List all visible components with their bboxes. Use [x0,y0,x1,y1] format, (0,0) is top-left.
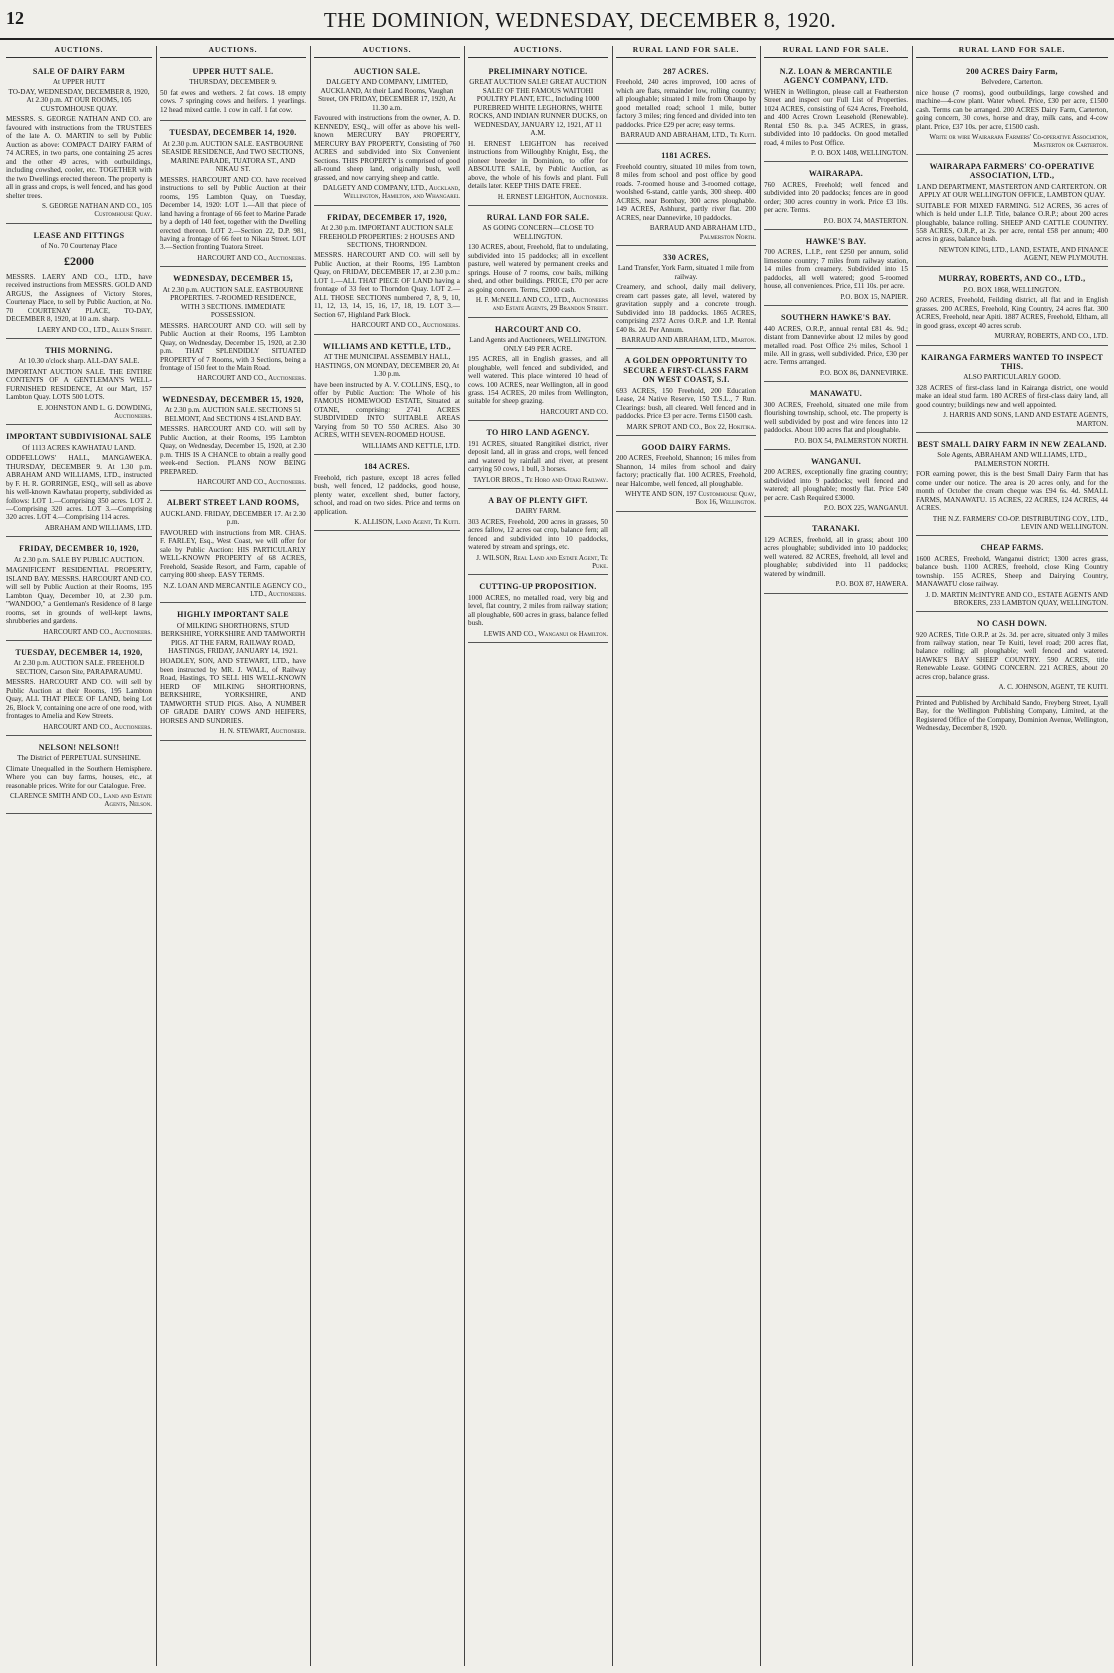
column-rule [156,46,157,1666]
ad-body: 191 ACRES, situated Rangitikei district, river deposit land, all in grass and crops, well fenced and watered by rainfall and river, at present carrying 50 cows, 1 bull, 3 horses. [468,439,608,474]
ad-title: RURAL LAND FOR SALE. [486,212,590,222]
column-5 [616,46,756,1666]
column-2 [160,46,306,1666]
ad-signature: Write or wire Wairarapa Farmers' Co-operative Association, Masterton or Carterton. [929,133,1108,150]
ad-subtitle: Sole Agents, ABRAHAM AND WILLIAMS, LTD., PALMERSTON NORTH. [937,451,1087,468]
ad-title: THIS MORNING. [45,345,113,355]
ad-body: FOR earning power, this is the best Small Dairy Farm that has come under our notice. The area is 20 acres only, and for the month of October the cream cheque was £94 6s. 4d. SMALL FARMS, MANAWATU. 15 ACRES, 22 ACRES, 124 ACRES, 44 ACRES. [916,470,1108,513]
advertisement [764,384,908,450]
ad-body: Favoured with instructions from the owner, A. D. KENNEDY, ESQ., will offer as above his well-known MERCURY BAY PROPERTY, MERCURY BAY PROPERTY, Consisting of 760 ACRES and subdivided into Six Convenient Sections. THIS PROPERTY is comprised of good all-round sheep land, originally bush, well grassed, and now carrying sheep and cattle. [314,114,460,182]
masthead [0,0,1114,40]
ad-body: ODDFELLOWS' HALL, MANGAWEKA. THURSDAY, DECEMBER 9. At 1.30 p.m. ABRAHAM AND WILLIAMS, LTD., instructed by F. H. R. GORRINGE, ESQ., will sell as above his well-known Kawhatau property, subdivided as follows: LOT 1.—Comprising 350 acres. LOT 2.—Comprising 320 acres. LOT 3.—Comprising 320 acres. LOT 4.—Comprising 114 acres. [6,454,152,522]
ad-subtitle: DAIRY FARM. [515,507,561,516]
ad-title: WEDNESDAY, DECEMBER 15, [173,274,293,284]
ad-title: FRIDAY, DECEMBER 17, 1920, [327,212,447,222]
advertisement [160,605,306,741]
column-rule [912,46,913,1666]
ad-title: IMPORTANT SUBDIVISIONAL SALE [6,432,152,442]
ad-title: AUCTION SALE. [353,66,421,76]
ad-body: IMPORTANT AUCTION SALE. THE ENTIRE CONTENTS OF A GENTLEMAN'S WELL-FURNISHED RESIDENCE, At our Mart, 157 Lambton Quay. LOTS 500 LOTS. [6,367,152,402]
advertisement [314,62,460,206]
advertisement [916,348,1108,433]
ad-title: N.Z. LOAN & MERCANTILE AGENCY COMPANY, LTD. [779,66,893,86]
ad-title: WAIRARAPA FARMERS' CO-OPERATIVE ASSOCIATION, LTD., [929,161,1095,181]
ad-subtitle: ALSO PARTICULARLY GOOD. [963,373,1061,382]
advertisement [160,269,306,388]
ad-body: SUITABLE FOR MIXED FARMING. 512 ACRES, 36 acres of which is held under L.I.P. Title, balance O.R.P.; about 200 acres ploughable, balance rolling. SHEEP AND CATTLE COUNTRY. 558 ACRES, O.R.P., at 2s. per acre, rental £58 per annum; 400 acres in grass, balance bush. [916,201,1108,244]
ad-body: MAGNIFICENT RESIDENTIAL PROPERTY, ISLAND BAY. MESSRS. HARCOURT AND CO. will sell by Public Auction at their Rooms, 195 Lambton Quay, December 10, at 2.30 p.m. "WANDOO," a Gentleman's Residence of 8 large rooms, set in grounds of well-kept lawns, shrubberies and gardens. [6,566,152,626]
ad-title: CHEAP FARMS. [980,543,1044,553]
advertisement [314,337,460,456]
advertisement [314,457,460,531]
advertisement [6,539,152,641]
ad-body: 920 ACRES, Title O.R.P. at 2s. 3d. per acre, situated only 3 miles from railway station, near Te Kuiti, level road; 200 acres flat, balance rolling; all ploughable; well fenced and watered. HAWKE'S BAY SHEEP COUNTRY. 590 ACRES, title Renewable Lease. GOING CONCERN. 221 ACRES, about 20 acres crop, balance grass. [916,630,1108,681]
ad-title: PRELIMINARY NOTICE. [488,66,588,76]
ad-body: nice house (7 rooms), good outbuildings, large cowshed and machine—4-cow plant. Water wheel. Price, £30 per acre, £1500 cash. Terms can be arranged. 200 ACRES Dairy Farm, Carterton, going concern, 30 cows, horse and dray, milk cans, and 4-cow plant. Price, £37 10s. per acre, £1500 cash. [916,88,1108,131]
ad-body: MESSRS. HARCOURT AND CO. will sell by Public Auction, at their Rooms, 195 Lambton Quay, on FRIDAY, DECEMBER 17, at 2.30 p.m.: LOT 1.—ALL THAT PIECE OF LAND having a frontage of 33 feet to Thorndon Quay. LOT 2.—ALL THOSE SECTIONS numbered 7, 8, 9, 10, 11, 12, 13, 14, 15, 16, 17, 18, 19. LOT 3.—Section 67, Highland Park Block. [314,251,460,319]
column-heading: RURAL LAND FOR SALE. [764,46,908,58]
ad-title: TO HIRO LAND AGENCY. [486,428,590,438]
advertisement [468,577,608,643]
ad-body: H. ERNEST LEIGHTON has received instructions from Willoughby Knight, Esq., the pioneer breeder in Dominion, to offer for ABSOLUTE SALE, by Public Auction, as above, the whole of his fowls and plant. Full details later. KEEP THIS DATE FREE. [468,139,608,191]
ad-title: MANAWATU. [809,389,863,399]
ad-title: LEASE AND FITTINGS [33,230,125,240]
advertisement [916,614,1108,697]
ad-subtitle: Land Transfer, York Farm, situated 1 mile from railway. [617,264,755,281]
ad-body: 1600 ACRES, Freehold, Wanganui district; 1300 acres grass, balance bush. 1100 ACRES, freehold, close King Country township. 155 ACRES, Sheep and Dairying Country, MANAWATU close railway. [916,554,1108,589]
ad-title: BEST SMALL DAIRY FARM IN NEW ZEALAND. [917,439,1107,449]
ad-title: MURRAY, ROBERTS, AND CO., LTD., [938,274,1086,284]
advertisement [6,62,152,224]
advertisement [6,427,152,537]
ad-signature: BARRAUD AND ABRAHAM, LTD., Te Kuiti. [620,131,756,140]
advertisement [616,146,756,245]
ad-body: MESSRS. HARCOURT AND CO. will sell by Public Auction at their Rooms, 195 Lambton Quay, on Wednesday, December 15, 1920, at 2.30 p.m. THAT SPLENDIDLY SITUATED PROPERTY of 7 Rooms, with 3 Sections, being a frontage of 150 feet to the Main Road. [160,321,306,372]
ad-subtitle: THURSDAY, DECEMBER 9. [189,78,277,87]
advertisement [616,351,756,436]
advertisement [764,452,908,518]
ad-title: A BAY OF PLENTY GIFT. [488,495,588,505]
advertisement [764,519,908,593]
column-3 [314,46,460,1666]
ad-subtitle: At 2.30 p.m. AUCTION SALE. EASTBOURNE SEASIDE RESIDENCE, And TWO SECTIONS, MARINE PARADE, TUATORA ST., AND NIKAU ST. [161,139,305,174]
ad-body: 328 ACRES of first-class land in Kairanga district, one would make an ideal stud farm. 180 ACRES of first-class dairy land, all good country; buildings new and well appointed. [916,383,1108,409]
ad-title: WAIRARAPA. [808,169,864,179]
ad-body: 200 ACRES, Freehold, Shannon; 16 miles from Shannon, 14 miles from school and dairy factory; practically flat. 100 ACRES, Freehold, near Halcombe, well fenced, all ploughable. [616,454,756,488]
ad-title: WEDNESDAY, DECEMBER 15, 1920, [162,394,304,404]
ad-signature: H. N. STEWART, Auctioneer. [219,727,306,736]
advertisement [160,62,306,121]
ad-subtitle: TO-DAY, WEDNESDAY, DECEMBER 8, 1920, At 2.30 p.m. AT OUR ROOMS, 105 CUSTOMHOUSE QUAY. [8,87,150,113]
ad-subtitle: P.O. BOX 1868, WELLINGTON. [963,285,1061,294]
ad-signature: HARCOURT AND CO., Auctioneers. [197,478,306,487]
advertisement [616,248,756,350]
ad-signature: N.Z. LOAN AND MERCANTILE AGENCY CO., LTD., Auctioneers. [163,581,306,598]
advertisement [916,435,1108,536]
column-7 [916,46,1108,1666]
ad-title: TARANAKI. [812,524,860,534]
column-heading: AUCTIONS. [160,46,306,58]
ad-signature: P.O. BOX 15, NAPIER. [840,292,908,301]
advertisement [160,493,306,603]
advertisement [764,164,908,230]
ad-signature: BARRAUD AND ABRAHAM LTD., Palmerston North. [649,224,756,241]
advertisement [468,62,608,206]
ad-signature: DALGETY AND COMPANY, LTD., Auckland, Wellington, Hamilton, and Whangarei. [322,184,460,201]
ad-signature: HARCOURT AND CO., Auctioneers. [43,722,152,731]
ad-subtitle: AS GOING CONCERN—CLOSE TO WELLINGTON. [482,224,594,241]
ad-signature: LEWIS AND CO., Wanganui or Hamilton. [483,629,608,638]
ad-subtitle: Of MILKING SHORTHORNS, STUD BERKSHIRE, YORKSHIRE AND TAMWORTH PIGS. AT THE FARM, RAILWAY ROAD, HASTINGS, FRIDAY, JANUARY 14, 1921. [160,621,306,655]
ad-body: Freehold, 240 acres improved, 100 acres of which are flats, remainder low, rolling country; all ploughable; situated 1 mile from Ohaupo by good metalled road; school 1 mile, butter factory 3 miles; ring fenced and divided into ten paddocks. Price £29 per acre; easy terms. [616,78,756,129]
ad-signature: HARCOURT AND CO., Auctioneers. [197,374,306,383]
advertisement [468,320,608,422]
ad-title: SOUTHERN HAWKE'S BAY. [781,313,891,323]
ad-highlight-figure: £2000 [64,254,94,269]
ad-signature: BARRAUD AND ABRAHAM, LTD., Marton. [621,336,756,345]
advertisement [6,643,152,736]
ad-body: MESSRS. S. GEORGE NATHAN AND CO. are favoured with instructions from the TRUSTEES of the late A. O. MARTIN to sell by Public Auction as above: COMPACT DAIRY FARM of 74 ACRES, in two parts, one containing 25 acres and the other 49 acres, with outbuildings, including cowshed, cooler, etc. TOGETHER with the two Dwellings erected thereon. The property is all in grass and crops, is well fenced, and has good shelter trees. [6,115,152,200]
advertisement [468,208,608,318]
advertisement [6,738,152,814]
ad-title: WILLIAMS AND KETTLE, LTD., [323,341,451,351]
ad-signature: J. HARRIS AND SONS, LAND AND ESTATE AGENTS, MARTON. [943,411,1108,428]
column-rule [464,46,465,1666]
advertisement [764,62,908,163]
ad-body: Freehold country, situated 10 miles from town, 8 miles from school and post office by good roads. 7-roomed house and 3-roomed cottage, woolshed 6-stand, cattle yards, 300 sheep. 400 ACRES, near Bombay, 300 acres ploughable. 149 ACRES, Ashhurst, partly river flat. 200 ACRES, near Dannevirke, 10 paddocks. [616,162,756,222]
ad-subtitle: The District of PERPETUAL SUNSHINE. [17,754,141,763]
ad-signature: H. ERNEST LEIGHTON, Auctioneer. [497,192,608,201]
column-rule [760,46,761,1666]
column-1 [6,46,152,1666]
ad-body: MESSRS. HARCOURT AND CO. will sell by Public Auction, at their Rooms, 195 Lambton Quay, on Wednesday, December 15, 1920, at 2.30 p.m. THIS IS A CHANCE to obtain a really good week-end Section. PLANS NOW BEING PREPARED. [160,425,306,476]
ad-signature: P.O. BOX 87, HAWERA. [835,580,908,589]
column-rule [612,46,613,1666]
advertisement [468,491,608,575]
ad-signature: P. O. BOX 1408, WELLINGTON. [811,149,908,158]
ad-title: 330 ACRES, [663,252,709,262]
advertisement [160,123,306,267]
ad-signature: P.O. BOX 74, MASTERTON. [823,216,908,225]
ad-subtitle: AUCKLAND. FRIDAY, DECEMBER 17. At 2.30 p.m. [160,509,306,527]
ad-signature: HARCOURT AND CO. [540,407,608,416]
ad-body: MESSRS. HARCOURT AND CO. have received instructions to sell by Public Auction at their rooms, 195 Lambton Quay, on Tuesday, December 14, 1920: LOT 1.—All that piece of land having a frontage of 66 feet to Marine Parade by a depth of 140 feet, together with the Dwelling erected thereon. LOT 2.—Section 22, D.P. 981, having a frontage of 66 feet to Nikau Street. LOT 3.—Section fronting Tuatora Street. [160,175,306,252]
ad-body: FAVOURED with instructions from MR. CHAS. F. FARLEY, Esq., West Coast, we will offer for sale by Public Auction: HIS PARTICULARLY WELL-KNOWN PROPERTY of 68 ACRES, Freehold, Seaside Resort, and Farm, capable of carrying 800 sheep. EASY TERMS. [160,528,306,580]
ad-body: 130 ACRES, about, Freehold, flat to undulating, subdivided into 15 paddocks; all in excellent pasture, well watered by permanent creeks and springs. House of 7 rooms, cow bails, milking shed, and other buildings. PRICE, £70 per acre as going concern. Terms, £2000 cash. [468,243,608,294]
ad-title: TUESDAY, DECEMBER 14, 1920. [169,128,297,138]
ad-signature: S. GEORGE NATHAN AND CO., 105 Customhouse Quay. [41,202,152,219]
ad-body: Creamery, and school, daily mail delivery, cream cart passes gate, all level, watered by gravitation supply and a concrete trough. Subdivided into 18 paddocks. 1865 ACRES, comprising 2372 Acres O.R.P. and 1.P. Rental £40 8s. 2d. Per Annum. [616,283,756,334]
advertisement [468,423,608,489]
ad-subtitle: At 2.30 p.m. AUCTION SALE. SECTIONS 51 BELMONT, And SECTIONS 4 ISLAND BAY. [164,406,302,423]
ad-title: HAWKE'S BAY. [805,236,867,246]
ad-body: MESSRS. LAERY AND CO., LTD., have received instructions from MESSRS. GOLD AND ARGUS, the Assignees of Victory Stores, Courtenay Place, to sell by Public Auction, at No. 70 COURTENAY PLACE, TO-DAY, DECEMBER 8, 1920, at 10 a.m. sharp. [6,272,152,324]
masthead-rule [0,38,1114,40]
ad-body: 440 ACRES, O.R.P., annual rental £81 4s. 9d.; distant from Dannevirke about 12 miles by good metalled road. Post Office 2½ miles, School 1 mile. All in grass, well subdivided. Price, £30 per acre. Terms arranged. [764,324,908,367]
ad-signature: P.O. BOX 86, DANNEVIRKE. [819,368,908,377]
ad-body: Freehold, rich pasture, except 18 acres felled bush, well fenced, 12 paddocks, good house, plenty water, excellent shed, butter factory, school, and road on two sides. Price and terms on application. [314,473,460,516]
advertisement [916,62,1108,155]
column-heading: RURAL LAND FOR SALE. [616,46,756,58]
ad-body: 700 ACRES, L.I.P., rent £250 per annum, solid limestone country; 7 miles from railway station, 14 miles from creamery. Subdivided into 15 paddocks, all well watered; good 5-roomed house, all conveniences. Price, £11 10s. per acre. [764,248,908,291]
advertisement [916,269,1108,345]
ad-title: A GOLDEN OPPORTUNITY TO SECURE A FIRST-CLASS FARM ON WEST COAST, S.I. [623,356,749,385]
ad-signature: THE N.Z. FARMERS' CO-OP. DISTRIBUTING COY., LTD., LEVIN AND WELLINGTON. [932,514,1108,531]
ad-subtitle: At 2.30 p.m. AUCTION SALE. FREEHOLD SECTION, Carson Site, PARAPARAUMU. [13,659,145,676]
ad-signature: WHYTE AND SON, 197 Customhouse Quay, Box 16, Wellington. [625,490,756,507]
ad-body: 300 ACRES, Freehold, situated one mile from flourishing township, school, etc. The property is well subdivided by post and wire fences into 12 paddocks. About 100 acres flat and ploughable. [764,400,908,435]
ad-title: HARCOURT AND CO. [495,324,581,334]
ad-title: HIGHLY IMPORTANT SALE [177,610,289,620]
ad-title: NO CASH DOWN. [977,619,1047,629]
ad-signature: MARK SPROT AND CO., Box 22, Hokitika. [626,422,756,431]
ad-subtitle: At 2.30 p.m. IMPORTANT AUCTION SALE FREEHOLD PROPERTIES: 2 HOUSES AND SECTIONS, THORNDON. [319,224,455,249]
ad-body: 693 ACRES, 150 Freehold, 200 Education Lease, 24 Native Reserve, 150 T.S.L., 7 Run. Clearings: bush, all cleared. Well fenced and in paddocks. Price £3 per acre. Terms £1500 cash. [616,386,756,421]
ad-signature: MURRAY, ROBERTS, AND CO., LTD. [994,332,1108,341]
ad-title: 287 ACRES. [663,66,709,76]
column-4 [468,46,608,1666]
ad-subtitle: At UPPER HUTT [52,78,106,87]
ad-signature: P.O. BOX 54, PALMERSTON NORTH. [794,436,908,445]
ad-subtitle: LAND DEPARTMENT, MASTERTON AND CARTERTON. OR APPLY AT OUR WELLINGTON OFFICE, LAMBTON QUAY. [917,182,1107,200]
column-6 [764,46,908,1666]
column-heading: AUCTIONS. [314,46,460,58]
ad-signature: ABRAHAM AND WILLIAMS, LTD. [44,523,152,532]
column-heading: RURAL LAND FOR SALE. [916,46,1108,58]
page-number: 12 [6,8,24,28]
ad-body: have been instructed by A. V. COLLINS, ESQ., to offer by Public Auction: The Whole of his FAMOUS HOMEWOOD ESTATE, Situated at OTANE, comprising: 2741 ACRES SUBDIVIDED INTO SUITABLE AREAS Varying from 50 TO 550 ACRES. Also 30 ACRES, WITH SEVEN-ROOMED HOUSE. [314,380,460,440]
advertisement [764,308,908,382]
ad-title: TUESDAY, DECEMBER 14, 1920, [15,647,143,657]
ad-signature: WILLIAMS AND KETTLE, LTD. [362,441,460,450]
ad-body: 303 ACRES, Freehold, 200 acres in grasses, 50 acres fallow, 12 acres oat crop, balance fern; all fenced and subdivided into 10 paddocks, watered by stream and springs, etc. [468,517,608,552]
ad-signature: TAYLOR BROS., Te Horo and Otaki Railway. [472,475,608,484]
advertisement [616,62,756,145]
ad-signature: J. WILSON, Real Land and Estate Agent, Te Puke. [476,553,608,570]
ad-signature: HARCOURT AND CO., Auctioneers. [351,321,460,330]
ad-body: WHEN in Wellington, please call at Featherston Street and inspect our Full List of Properties. 1024 ACRES, consisting of 624 Acres, Freehold, and 400 Acres Crown Leasehold (Renewable). Rental £50 8s. p.a. 345 ACRES, in grass, subdivided into 10 paddocks. On good metalled road, 4 miles to Post Office. [764,87,908,147]
ad-subtitle: GREAT AUCTION SALE! GREAT AUCTION SALE! OF THE FAMOUS WAITOHI POULTRY PLANT, ETC., Including 1000 PUREBRED WHITE LEGHORNS, WHITE ROCKS, AND INDIAN RUNNER DUCKS, on WEDNESDAY, JANUARY 12, 1921, AT 11 A.M. [468,78,608,138]
ad-title: 184 ACRES. [364,462,410,472]
column-heading: AUCTIONS. [6,46,152,58]
ad-body: 760 ACRES, Freehold; well fenced and subdivided into 20 paddocks; fences are in good order; 300 acres country in work. Price £3 10s. per acre. Terms. [764,180,908,215]
ad-title: UPPER HUTT SALE. [192,66,274,76]
advertisement [6,341,152,425]
ad-body: 260 ACRES, Freehold, Feilding district, all flat and in English grasses. 200 ACRES, Freehold, King Country, 24 acres flat. 300 ACRES, Freehold, near Apiti. 1887 ACRES, Freehold, Eltham, all in good grass, except 40 acres scrub. [916,296,1108,330]
ad-body: 1000 ACRES, no metalled road, very big and level, flat country, 2 miles from railway station; all ploughable, 600 acres in grass, balance felled bush. [468,593,608,628]
ad-subtitle: AT THE MUNICIPAL ASSEMBLY HALL, HASTINGS, ON MONDAY, DECEMBER 20, At 1.30 p.m. [314,353,460,379]
ad-title: ALBERT STREET LAND ROOMS, [166,498,300,508]
ad-signature: NEWTON KING, LTD., LAND, ESTATE, AND FINANCE AGENT, NEW PLYMOUTH. [938,245,1108,263]
advertisement [6,226,152,339]
ad-subtitle: Belvedere, Carterton. [981,78,1043,87]
ad-subtitle: Land Agents and Auctioneers, WELLINGTON. ONLY £49 PER ACRE. [469,336,607,353]
ad-title: 1181 ACRES. [661,151,711,161]
ad-title: CUTTING-UP PROPOSITION. [479,582,597,592]
advertisement [314,208,460,335]
column-heading: AUCTIONS. [468,46,608,58]
ad-signature: A. C. JOHNSON, AGENT, TE KUITI. [998,683,1108,692]
advertisement [916,538,1108,612]
ad-title: KAIRANGA FARMERS WANTED TO INSPECT THIS. [920,352,1104,371]
ad-subtitle: DALGETY AND COMPANY, LIMITED, AUCKLAND, At their Land Rooms, Vaughan Street, ON FRIDAY, DECEMBER 17, 1920, At 11.30 a.m. [318,78,456,112]
advertisement [160,390,306,492]
ad-signature: E. JOHNSTON AND L. G. DOWDING, Auctioneers. [37,403,152,420]
ad-body: 200 ACRES, exceptionally fine grazing country; subdivided into 9 paddocks; well fenced and watered; all ploughable; mostly flat. Price £40 per acre. Cash Required £3000. [764,468,908,502]
ad-title: WANGANUI. [810,456,862,466]
advertisement [916,157,1108,268]
ad-signature: H. F. McNEILL AND CO., LTD., Auctioneers and Estate Agents, 29 Brandon Street. [475,296,608,313]
ad-title: 200 ACRES Dairy Farm, [966,66,1058,76]
ad-body: 195 ACRES, all in English grasses, and all ploughable, well fenced and subdivided, and well watered. This place wintered 10 head of cows. 100 ACRES, near Wellington, all in good grass. 154 ACRES, 20 miles from Wellington, suitable for sheep grazing. [468,355,608,406]
ad-body: 50 fat ewes and wethers. 2 fat cows. 18 empty cows. 7 springing cows and heifers. 1 yearlings. 12 head mixed cattle. 1 cow in calf. 1 fat cow. [160,88,306,114]
ad-title: NELSON! NELSON!! [38,742,120,752]
ad-signature: P.O. BOX 225, WANGANUI. [823,504,908,513]
advertisement [764,232,908,306]
ad-subtitle: At 2.30 p.m. SALE BY PUBLIC AUCTION. [13,555,145,564]
ad-signature: J. D. MARTIN McINTYRE AND CO., ESTATE AGENTS AND BROKERS, 233 LAMBTON QUAY, WELLINGTON. [925,590,1108,607]
ad-subtitle: At 2.30 p.m. AUCTION SALE. EASTBOURNE PROPERTIES. 7-ROOMED RESIDENCE, WITH 3 SECTIONS. IMMEDIATE POSSESSION. [162,285,304,320]
ad-signature: HARCOURT AND CO., Auctioneers. [43,627,152,636]
ad-subtitle: Of 1113 ACRES KAWHATAU LAND. [22,443,136,452]
ad-signature: K. ALLISON, Land Agent, Te Kuiti. [354,518,460,526]
ad-signature: LAERY AND CO., LTD., Allen Street. [37,325,152,334]
column-rule [310,46,311,1666]
ad-title: SALE OF DAIRY FARM [32,66,126,76]
ad-body: MESSRS. HARCOURT AND CO. will sell by Public Auction at their Rooms, 195 Lambton Quay, ALL THAT PIECE OF LAND, being Lot 26, Block V, containing one acre of one rood, with frontages to Amelia and Kew Streets. [6,678,152,721]
ad-signature: CLARENCE SMITH AND CO., Land and Estate Agents, Nelson. [9,792,152,809]
ad-subtitle: At 10.30 o'clock sharp. ALL-DAY SALE. [18,357,140,366]
advertisement [616,438,756,512]
masthead-title: THE DOMINION, WEDNESDAY, DECEMBER 8, 1920. [323,8,837,32]
printer-imprint: Printed and Published by Archibald Sando, Freyberg Street, Lyall Bay, for the Wellington Publishing Company, Limited, at the Registered Office of the Company, Dominion Avenue, Wellington, Wednesday, December 8, 1920. [916,698,1108,733]
ad-title: GOOD DAIRY FARMS. [641,442,731,452]
ad-signature: HARCOURT AND CO., Auctioneers. [197,253,306,262]
ad-body: 129 ACRES, freehold, all in grass; about 100 acres ploughable; subdivided into 10 paddocks; well watered. 82 ACRES, freehold, all level and ploughable; subdivided into 11 paddocks; watered by windmill. [764,535,908,578]
ad-subtitle: of No. 70 Courtenay Place [40,242,118,250]
ad-body: Climate Unequalled in the Southern Hemisphere. Where you can buy farms, houses, etc., at reasonable prices. Write for our Catalogue. Free. [6,764,152,790]
ad-body: HOADLEY, SON, AND STEWART, LTD., have been instructed by MR. J. WALL, of Railway Road, Hastings, TO SELL HIS WELL-KNOWN HERD OF MILKING SHORTHORNS, BERKSHIRE, YORKSHIRE, AND TAMWORTH STUD PIGS. Also, A NUMBER OF GRADE DAIRY COWS AND HEIFERS, HORSES AND SUNDRIES. [160,657,306,725]
ad-title: FRIDAY, DECEMBER 10, 1920, [19,544,139,554]
